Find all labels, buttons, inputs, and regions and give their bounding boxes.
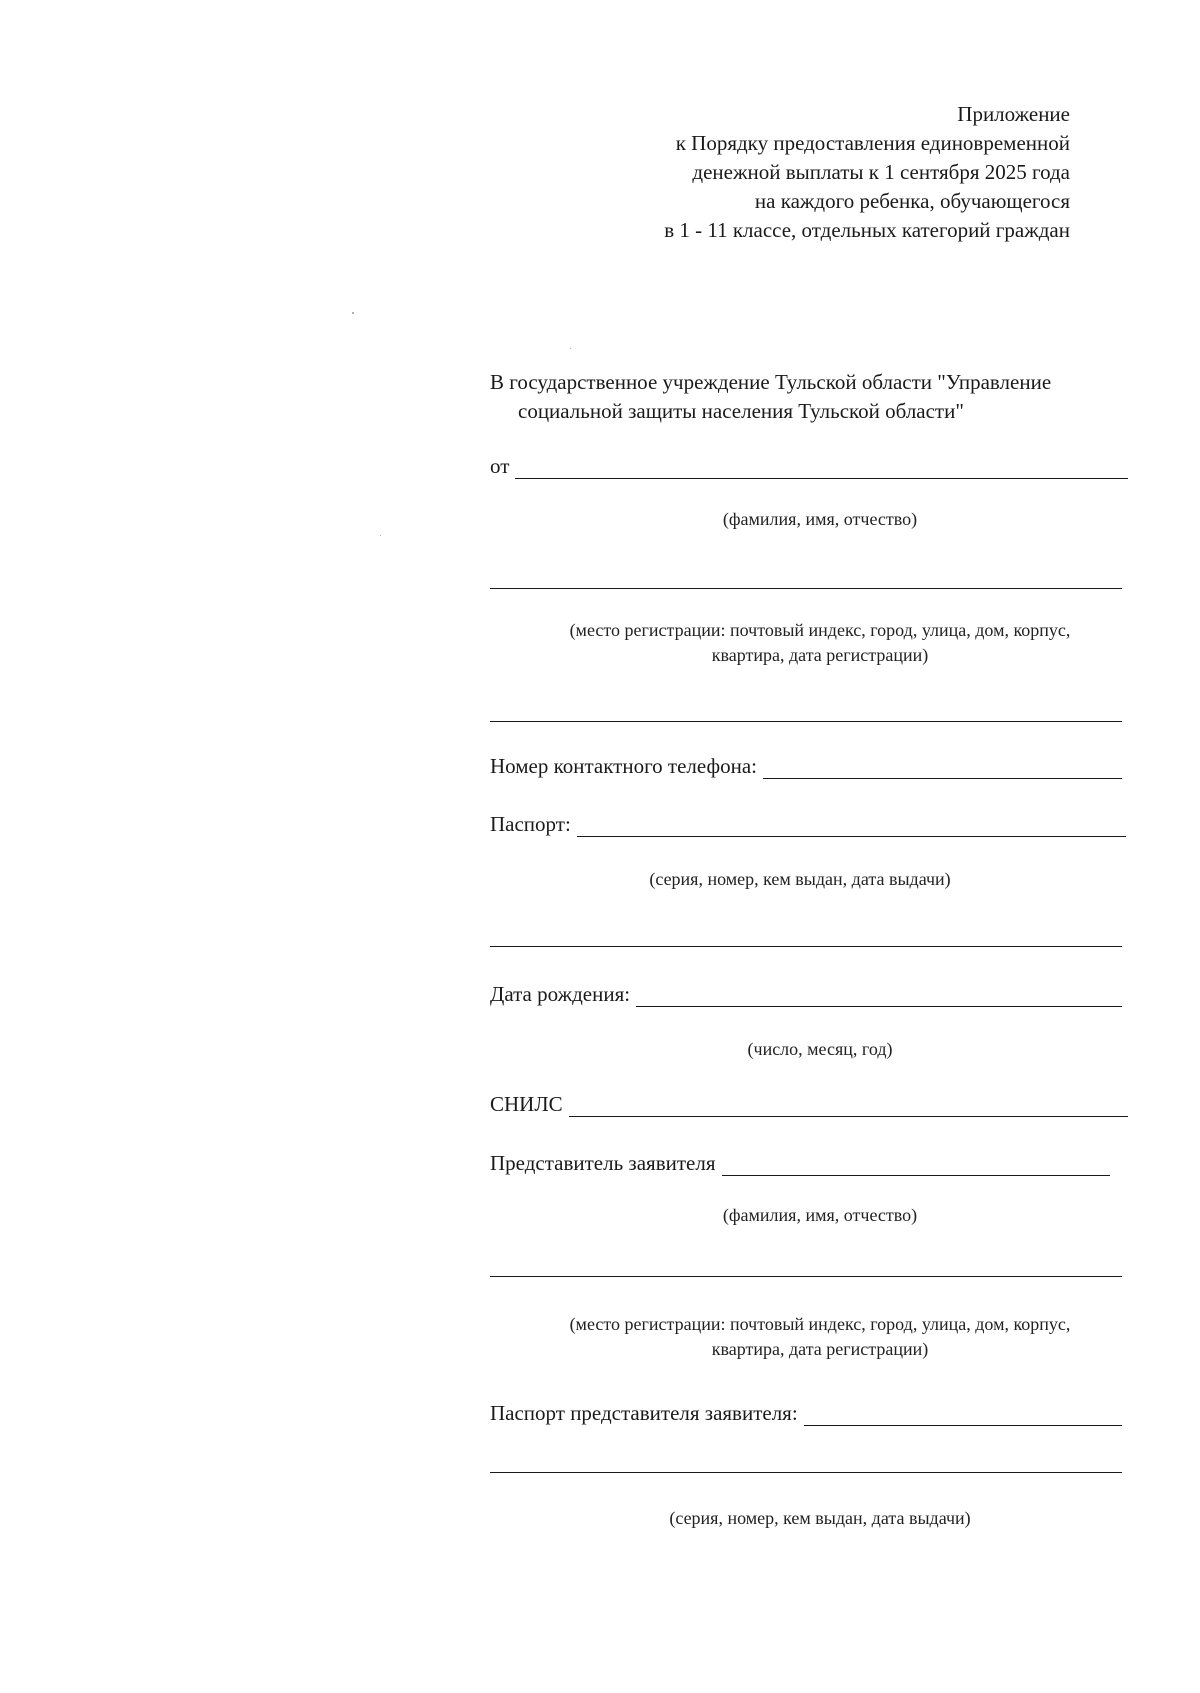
- birthdate-caption: (число, месяц, год): [747, 1039, 893, 1059]
- appendix-line: денежной выплаты к 1 сентября 2025 года: [692, 160, 1070, 184]
- rep-registration-caption-line: (место регистрации: почтовый индекс, город, улица, дом, корпус,: [569, 1314, 1071, 1334]
- scan-speck: [352, 312, 354, 314]
- registration-caption-line: квартира, дата регистрации): [711, 645, 929, 665]
- passport-field[interactable]: [577, 816, 1126, 837]
- registration-field-2[interactable]: [490, 720, 1122, 722]
- registration-caption-line: (место регистрации: почтовый индекс, город, улица, дом, корпус,: [569, 620, 1071, 640]
- representative-field[interactable]: [722, 1155, 1111, 1176]
- passport-label: Паспорт:: [490, 812, 571, 836]
- from-label: от: [490, 454, 510, 478]
- birthdate-label: Дата рождения:: [490, 982, 631, 1006]
- registration-caption: [490, 618, 1150, 668]
- snils-label: СНИЛС: [490, 1092, 563, 1116]
- rep-registration-caption-line: квартира, дата регистрации): [711, 1339, 929, 1359]
- fio-caption: (фамилия, имя, отчество): [722, 509, 918, 529]
- addressee-block: [490, 368, 1150, 426]
- rep-passport-row: [490, 1400, 1122, 1426]
- passport-caption: (серия, номер, кем выдан, дата выдачи): [649, 869, 951, 889]
- passport-row: [490, 811, 1126, 837]
- from-fio-field[interactable]: [515, 458, 1128, 479]
- rep-passport-field-2[interactable]: [490, 1471, 1122, 1473]
- phone-row: [490, 753, 1122, 779]
- rep-passport-label: Паспорт представителя заявителя:: [490, 1401, 798, 1425]
- rep-registration-caption: [490, 1312, 1150, 1362]
- rep-fio-caption: (фамилия, имя, отчество): [722, 1205, 918, 1225]
- appendix-line: в 1 - 11 классе, отдельных категорий граждан: [664, 218, 1070, 242]
- rep-passport-caption: (серия, номер, кем выдан, дата выдачи): [669, 1508, 971, 1528]
- scan-speck: [570, 348, 571, 349]
- phone-label: Номер контактного телефона:: [490, 754, 757, 778]
- snils-field[interactable]: [569, 1096, 1128, 1117]
- passport-field-2[interactable]: [490, 945, 1122, 947]
- appendix-header: [510, 100, 1070, 245]
- from-row: [490, 453, 1128, 479]
- registration-field[interactable]: [490, 587, 1122, 589]
- appendix-line: на каждого ребенка, обучающегося: [754, 189, 1070, 213]
- rep-passport-field[interactable]: [804, 1405, 1122, 1426]
- addressee-line: В государственное учреждение Тульской области "Управление: [490, 370, 1052, 394]
- birthdate-field[interactable]: [636, 986, 1122, 1007]
- birthdate-row: [490, 981, 1122, 1007]
- phone-field[interactable]: [763, 758, 1122, 779]
- appendix-title: Приложение: [957, 102, 1070, 126]
- representative-row: [490, 1150, 1110, 1176]
- appendix-line: к Порядку предоставления единовременной: [675, 131, 1070, 155]
- addressee-line: социальной защиты населения Тульской области": [518, 399, 964, 423]
- representative-label: Представитель заявителя: [490, 1151, 716, 1175]
- scan-speck: [380, 535, 381, 536]
- snils-row: [490, 1091, 1128, 1117]
- rep-registration-field[interactable]: [490, 1275, 1122, 1277]
